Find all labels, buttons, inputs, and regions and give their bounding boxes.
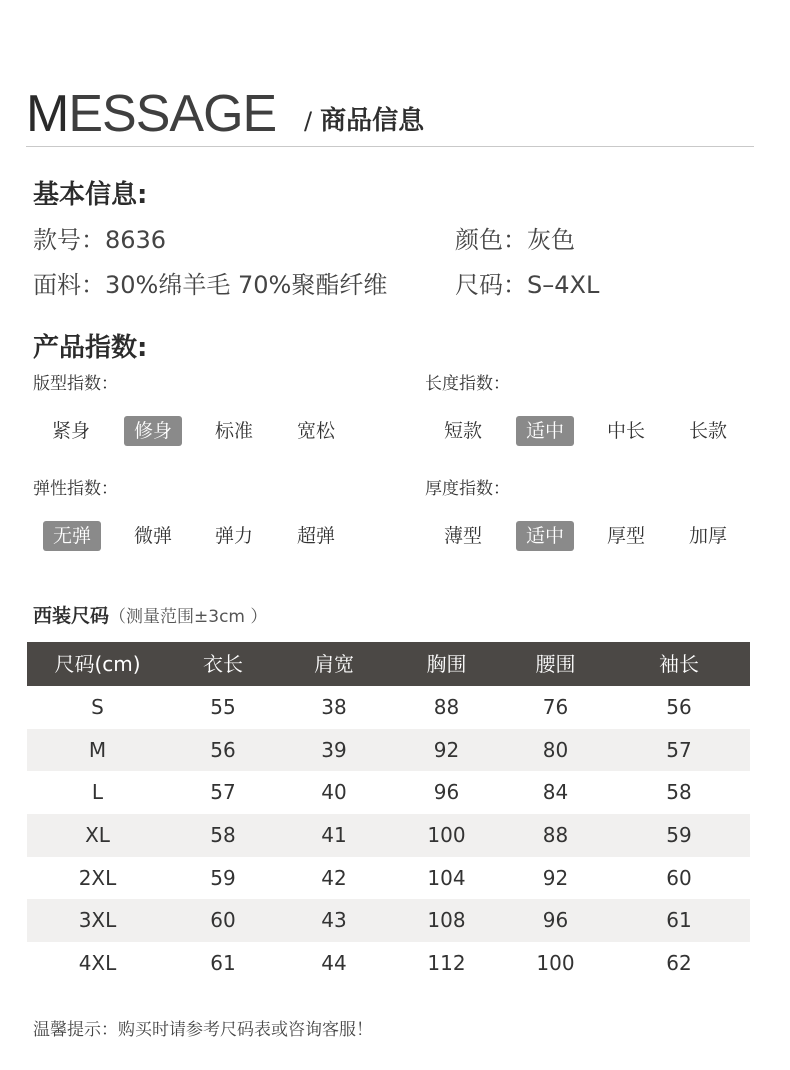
thickness-option: 厚型 <box>606 525 645 547</box>
length-option: 中长 <box>606 420 645 442</box>
table-cell: 104 <box>427 865 466 890</box>
table-cell: M <box>88 737 107 762</box>
table-cell: 42 <box>321 865 347 890</box>
table-cell: 3XL <box>78 908 117 933</box>
table-cell: 80 <box>542 737 569 762</box>
table-cell: 59 <box>666 823 692 848</box>
table-header-cell: 尺码(cm) <box>54 652 141 676</box>
fabric-info: 面料：30%绵羊毛 70%聚酯纤维 <box>33 271 388 299</box>
table-cell: L <box>91 780 104 805</box>
table-cell: 88 <box>433 695 460 719</box>
header-slash: / <box>304 107 313 135</box>
table-cell: 40 <box>321 780 347 805</box>
table-cell: 38 <box>321 695 347 719</box>
thickness-option-selected: 适中 <box>516 521 574 551</box>
table-cell: 55 <box>210 695 236 719</box>
table-row <box>27 857 750 900</box>
length-option-selected: 适中 <box>516 416 574 446</box>
fit-index-label: 版型指数： <box>33 374 118 394</box>
table-header-cell: 肩宽 <box>314 652 354 676</box>
header-subtitle <box>304 104 424 138</box>
table-header-cell: 衣长 <box>203 652 243 676</box>
size-table-title-text: 西装尺码 <box>33 605 110 627</box>
product-index-title: 产品指数: <box>33 333 148 363</box>
size-table <box>27 642 750 985</box>
table-cell: 60 <box>210 908 236 933</box>
purchase-tip: 温馨提示：购买时请参考尺码表或咨询客服！ <box>33 1020 373 1040</box>
table-cell: 60 <box>666 865 692 890</box>
table-cell: 76 <box>542 695 569 719</box>
table-header-row <box>27 642 750 686</box>
table-cell: 108 <box>427 908 466 933</box>
style-number: 款号：8636 <box>33 226 167 254</box>
header-title <box>26 86 276 142</box>
table-cell: 41 <box>321 823 347 848</box>
length-option: 短款 <box>443 420 482 442</box>
table-cell: 61 <box>210 951 236 976</box>
basic-info-title: 基本信息: <box>33 180 148 210</box>
table-header-cell: 腰围 <box>535 652 576 676</box>
elasticity-option: 弹力 <box>214 525 253 547</box>
table-row <box>27 942 750 985</box>
thickness-option: 加厚 <box>688 525 727 547</box>
color-info: 颜色：灰色 <box>455 226 575 254</box>
table-cell: XL <box>85 823 110 848</box>
length-option: 长款 <box>688 420 727 442</box>
table-cell: 100 <box>536 951 575 976</box>
table-cell: 56 <box>666 695 692 719</box>
table-header-cell: 袖长 <box>659 652 699 676</box>
table-cell: 61 <box>666 908 692 933</box>
table-cell: 62 <box>666 951 692 976</box>
table-cell: 59 <box>210 865 236 890</box>
table-cell: 57 <box>666 737 692 762</box>
header-divider <box>26 146 754 147</box>
fit-option-selected: 修身 <box>124 416 182 446</box>
table-cell: 88 <box>542 823 569 848</box>
table-row <box>27 899 750 942</box>
table-cell: 43 <box>321 908 347 933</box>
length-index-label: 长度指数： <box>425 374 510 394</box>
table-cell: 44 <box>321 951 347 976</box>
table-cell: 39 <box>321 737 347 762</box>
table-cell: 56 <box>210 737 236 762</box>
table-cell: 96 <box>433 780 460 805</box>
table-cell: S <box>91 695 104 719</box>
table-cell: 96 <box>542 908 569 933</box>
page-header <box>26 86 754 142</box>
table-row <box>27 814 750 857</box>
elasticity-option-selected: 无弹 <box>43 521 101 551</box>
table-cell: 4XL <box>78 951 117 976</box>
fit-option: 标准 <box>214 420 253 442</box>
table-cell: 100 <box>427 823 466 848</box>
size-range-info: 尺码：S–4XL <box>455 271 600 299</box>
thickness-option: 薄型 <box>443 525 482 547</box>
table-cell: 2XL <box>78 865 117 890</box>
table-cell: 57 <box>210 780 236 805</box>
table-cell: 112 <box>427 951 466 976</box>
header-title-first: M <box>26 85 69 143</box>
fit-option: 紧身 <box>51 420 90 442</box>
table-row <box>27 686 750 729</box>
size-table-note: （测量范围±3cm ） <box>109 607 268 627</box>
table-row <box>27 771 750 814</box>
size-table-title <box>33 602 267 631</box>
header-title-rest: ESSAGE <box>68 85 277 143</box>
table-cell: 92 <box>433 737 460 762</box>
table-header-cell: 胸围 <box>426 652 467 676</box>
elasticity-option: 超弹 <box>296 525 335 547</box>
fit-option: 宽松 <box>296 420 335 442</box>
elasticity-option: 微弹 <box>133 525 172 547</box>
table-row <box>27 729 750 772</box>
thickness-index-label: 厚度指数： <box>425 479 510 499</box>
header-subtitle-text: 商品信息 <box>320 106 425 136</box>
table-cell: 92 <box>542 865 569 890</box>
table-cell: 58 <box>210 823 236 848</box>
table-cell: 84 <box>542 780 569 805</box>
elasticity-index-label: 弹性指数： <box>33 479 118 499</box>
table-cell: 58 <box>666 780 692 805</box>
